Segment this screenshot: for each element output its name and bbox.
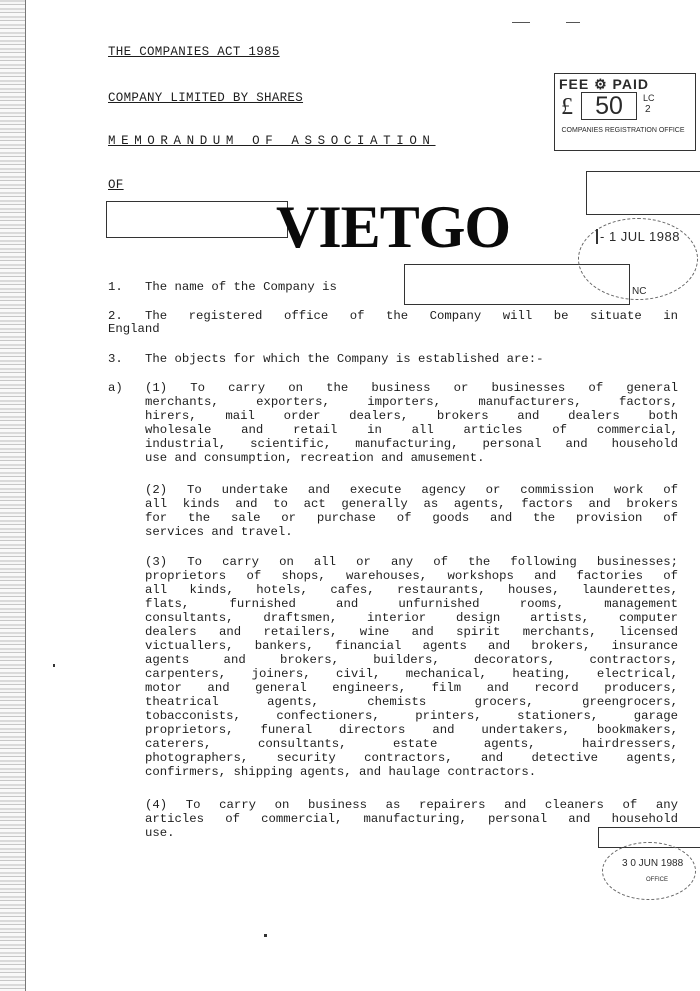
scan-binding-edge <box>0 0 26 991</box>
stamp-fragment: NC <box>632 286 647 297</box>
stamp-date-text: - 1 JUL 1988 <box>596 229 680 244</box>
scan-speck <box>264 934 267 937</box>
object-3-line: confirmers, shipping agents, and haulage contractors. <box>145 765 537 779</box>
fee-lc-number: 2 <box>645 104 651 115</box>
object-1-line: industrial, scientific, manufacturing, personal and household <box>145 437 678 451</box>
object-4-line: (4) To carry on business as repairers and cleaners of any <box>145 798 678 812</box>
object-3-line: proprietors of shops, warehouses, workshops and factories of <box>145 569 678 583</box>
fee-lc: LC <box>643 93 655 103</box>
currency-symbol: £ <box>561 94 573 120</box>
object-3-line: caterers, consultants, estate agents, hairdressers, <box>145 737 678 751</box>
object-2-paragraph <box>145 483 678 539</box>
object-4-line: articles of commercial, manufacturing, personal and household <box>145 812 678 826</box>
date-stamp-2 <box>600 840 698 902</box>
subclause-a-label: a) <box>108 381 123 395</box>
object-3-line: carpenters, joiners, civil, mechanical, heating, electrical, <box>145 667 678 681</box>
fee-paid-stamp <box>554 73 696 151</box>
object-3-line: motor and general engineers, film and record producers, <box>145 681 678 695</box>
redaction-box <box>586 171 700 215</box>
clause-2-number: 2. <box>108 309 123 323</box>
object-3-line: all kinds, hotels, cafes, restaurants, houses, launderettes, <box>145 583 678 597</box>
stamp-office-text: OFFICE <box>646 877 668 883</box>
object-3-line: consultants, draftsmen, interior design artists, computer <box>145 611 678 625</box>
stamp-date-text: 3 0 JUN 1988 <box>622 858 684 869</box>
clause-1-text: The name of the Company is <box>145 280 337 294</box>
object-3-paragraph <box>145 555 678 779</box>
object-1-line: wholesale and retail in all articles of commercial, <box>145 423 678 437</box>
object-3-line: photographers, security contractors, and detective agents, <box>145 751 678 765</box>
clause-2-line-2: England <box>108 322 160 336</box>
redaction-box <box>106 201 288 238</box>
object-1-line: hirers, mail order dealers, brokers and dealers both <box>145 409 678 423</box>
scan-speck <box>512 22 530 23</box>
object-3-line: tobacconists, confectioners, printers, stationers, garage <box>145 709 678 723</box>
memorandum-heading: MEMORANDUM OF ASSOCIATION <box>108 134 436 148</box>
act-heading: THE COMPANIES ACT 1985 <box>108 45 280 59</box>
object-3-line: proprietors, funeral directors and undertakers, bookmakers, <box>145 723 678 737</box>
object-3-line: dealers and retailers, wine and spirit merchants, licensed <box>145 625 678 639</box>
clause-2-line-1: The registered office of the Company will be situate in <box>145 309 678 323</box>
clause-3-text: The objects for which the Company is established are:- <box>145 352 544 366</box>
object-3-line: flats, furnished and unfurnished rooms, management <box>145 597 678 611</box>
clause-3-number: 3. <box>108 352 123 366</box>
clause-1-number: 1. <box>108 280 123 294</box>
object-3-line: victuallers, bankers, financial agents and brokers, insurance <box>145 639 678 653</box>
object-1-line: (1) To carry on the business or businesses of general <box>145 381 678 395</box>
date-stamp-1 <box>574 212 694 300</box>
fee-paid-label: FEE ⚙ PAID <box>559 76 649 92</box>
stamp-arc <box>602 842 696 900</box>
object-3-line: theatrical agents, chemists grocers, greengrocers, <box>145 695 678 709</box>
object-2-line: services and travel. <box>145 525 293 539</box>
object-1-line: merchants, exporters, importers, manufacturers, factors, <box>145 395 678 409</box>
scan-speck <box>566 22 580 23</box>
company-type-heading: COMPANY LIMITED BY SHARES <box>108 91 304 105</box>
object-3-line: (3) To carry on all or any of the following businesses; <box>145 555 678 569</box>
object-2-line: for the sale or purchase of goods and the provision of <box>145 511 678 525</box>
vietgo-watermark: VIETGO <box>276 194 511 260</box>
object-1-paragraph <box>145 381 678 465</box>
fee-office: COMPANIES REGISTRATION OFFICE <box>561 127 685 134</box>
object-2-line: (2) To undertake and execute agency or commission work of <box>145 483 678 497</box>
scan-binding-line <box>25 0 26 991</box>
of-heading: OF <box>108 178 124 192</box>
fee-amount: 50 <box>581 92 637 120</box>
object-2-line: all kinds and to act generally as agents, factors and brokers <box>145 497 678 511</box>
object-1-line: use and consumption, recreation and amusement. <box>145 451 485 465</box>
scan-speck <box>53 664 55 667</box>
object-3-line: agents and brokers, builders, decorators, contractors, <box>145 653 678 667</box>
object-4-line: use. <box>145 826 175 840</box>
